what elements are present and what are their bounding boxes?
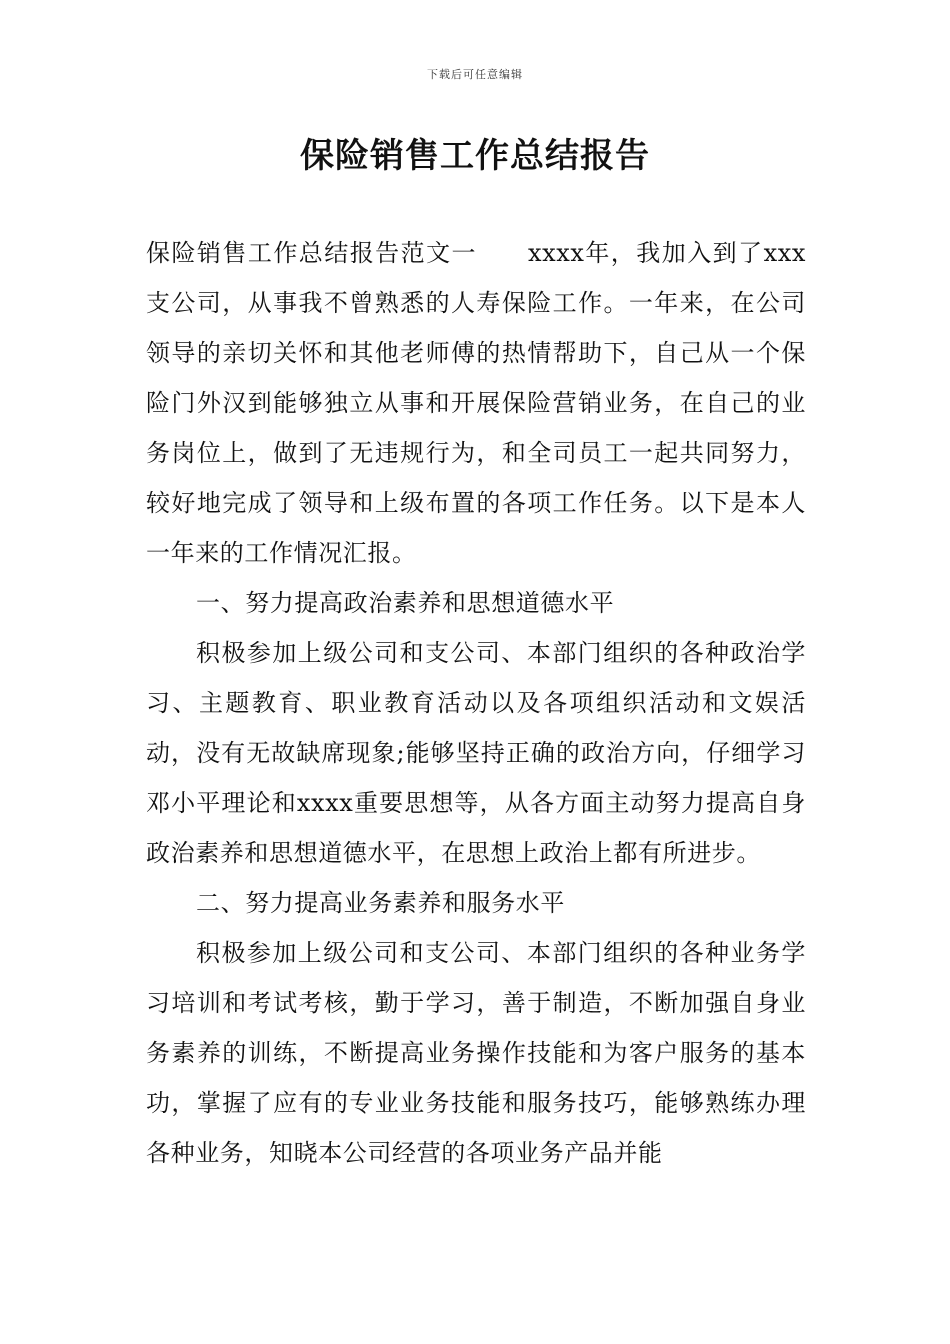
intro-paragraph: 保险销售工作总结报告范文一 xxxx年，我加入到了xxx支公司，从事我不曾熟悉的人寿保险工作。一年来，在公司领导的亲切关怀和其他老师傅的热情帮助下，自己从一个保险门外汉到能够独立从事和开展保险营销业务，在自己的业务岗位上，做到了无违规行为，和全司员工一起共同努力，较好地完成了领导和上级布置的各项工作任务。以下是本人一年来的工作情况汇报。 <box>146 239 806 567</box>
header-note: 下载后可任意编辑 <box>427 68 523 81</box>
section-paragraph-1: 积极参加上级公司和支公司、本部门组织的各种政治学习、主题教育、职业教育活动以及各项组织活动和文娱活动，没有无故缺席现象;能够坚持正确的政治方向，仔细学习邓小平理论和xxxx重要思想等，从各方面主动努力提高自身政治素养和思想道德水平，在思想上政治上都有所进步。 <box>146 639 806 867</box>
document-body <box>146 228 806 1178</box>
section-heading-2: 二、努力提高业务素养和服务水平 <box>196 889 565 917</box>
page-title: 保险销售工作总结报告 <box>300 136 650 176</box>
section-paragraph-2: 积极参加上级公司和支公司、本部门组织的各种业务学习培训和考试考核，勤于学习，善于制造，不断加强自身业务素养的训练，不断提高业务操作技能和为客户服务的基本功，掌握了应有的专业业务技能和服务技巧，能够熟练办理各种业务，知晓本公司经营的各项业务产品并能 <box>146 939 806 1167</box>
section-heading-1: 一、努力提高政治素养和思想道德水平 <box>196 589 615 617</box>
